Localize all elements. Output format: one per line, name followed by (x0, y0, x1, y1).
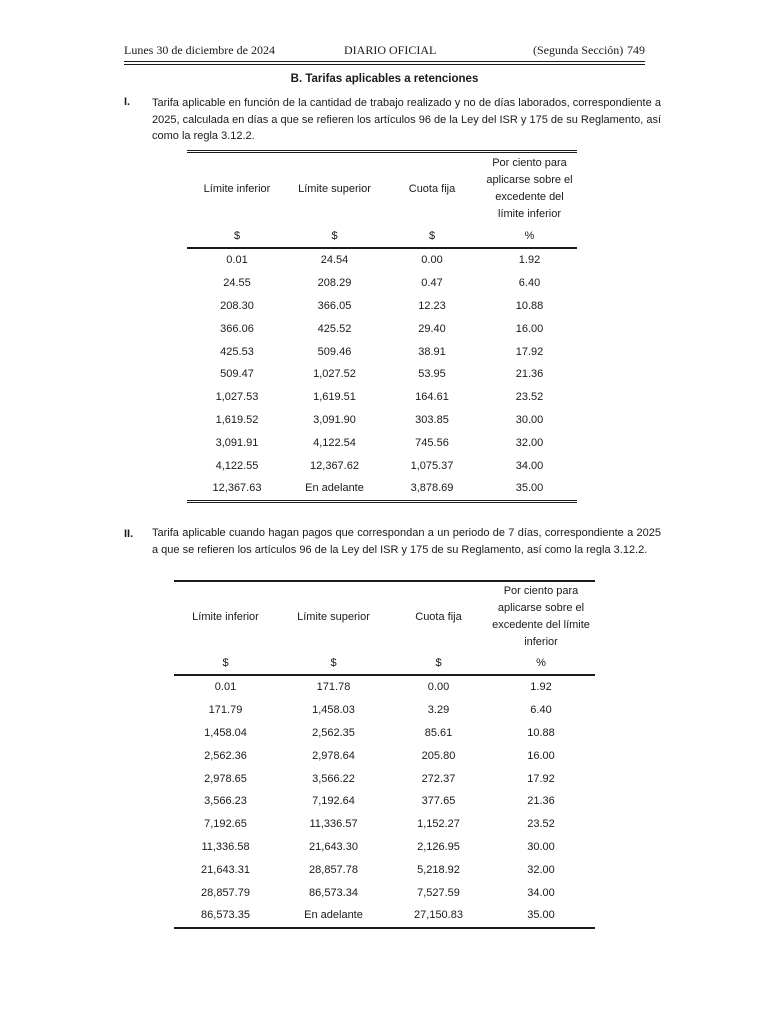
table-row (174, 699, 595, 722)
table-cell: 86,573.35 (201, 909, 250, 922)
table-cell: 425.52 (317, 322, 352, 335)
header-rule-bottom (124, 64, 645, 65)
column-header: Límite inferior (192, 610, 259, 623)
table-cell: 1,458.04 (204, 726, 247, 739)
table-row (187, 454, 577, 477)
table-cell: 1,075.37 (410, 459, 454, 472)
column-header: Límite superior (297, 610, 370, 623)
table-cell: 1,027.52 (313, 368, 356, 381)
table-cell: 509.47 (220, 368, 254, 381)
table-header-row (187, 152, 577, 226)
table-cell: En adelante (304, 909, 363, 922)
table-row (187, 248, 577, 272)
table-cell: 12,367.62 (310, 459, 359, 472)
table-cell: 2,978.65 (204, 772, 247, 785)
table-cell: 2,126.95 (417, 840, 460, 853)
unit-label: $ (277, 652, 390, 675)
table-cell: 17.92 (527, 772, 555, 785)
part-2-text: Tarifa aplicable cuando hagan pagos que correspondan a un periodo de 7 días, correspondiente a 2025 a que se refieren los artículos 96 de la Ley del ISR y 175 de su Reglamento, así como la regla 3.12.2. (152, 527, 661, 556)
table-cell: 3.29 (427, 704, 450, 717)
table-cell: 28,857.79 (201, 886, 250, 899)
table-cell: 53.95 (418, 368, 446, 381)
table-cell: 1.92 (530, 681, 552, 694)
table-cell: 17.92 (515, 345, 544, 358)
table-cell: En adelante (305, 482, 364, 495)
table-cell: 23.52 (515, 391, 544, 404)
table-cell: 164.61 (415, 391, 449, 404)
table-row (187, 386, 577, 409)
table-cell: 32.00 (527, 863, 555, 876)
table-cell: 171.79 (208, 704, 243, 717)
part-2-number: II. (124, 528, 134, 540)
table-row (174, 904, 595, 928)
table-row (187, 272, 577, 295)
table-cell: 21,643.30 (309, 840, 358, 853)
table-cell: 208.29 (317, 277, 352, 290)
table-cell: 366.06 (220, 322, 254, 335)
table-cell: 12,367.63 (212, 482, 262, 495)
table-cell: 32.00 (515, 436, 544, 449)
table-cell: 2,978.64 (312, 749, 355, 762)
table-cell: 34.00 (527, 886, 555, 899)
table-cell: 1,458.03 (312, 704, 355, 717)
table-cell: 6.40 (518, 277, 541, 290)
table-cell: 4,122.54 (313, 436, 356, 449)
table-cell: 0.01 (214, 681, 237, 694)
table-cell: 208.30 (220, 299, 254, 312)
table-row (174, 722, 595, 745)
table-cell: 12.23 (418, 299, 446, 312)
table-row (174, 881, 595, 904)
table-cell: 28,857.78 (309, 863, 358, 876)
column-header: Límite inferior (203, 182, 271, 195)
table-cell: 10.88 (515, 299, 544, 312)
table-row (174, 858, 595, 881)
table-row (187, 477, 577, 501)
table-cell: 30.00 (515, 413, 544, 426)
table-row (187, 317, 577, 340)
table-cell: 29.40 (418, 322, 446, 335)
column-header: Por ciento para aplicarse sobre el excedente del límite inferior (492, 585, 590, 648)
table-cell: 30.00 (527, 840, 555, 853)
table-cell: 3,091.91 (215, 436, 259, 449)
table-cell: 3,091.90 (313, 413, 356, 426)
table-row (174, 744, 595, 767)
table-cell: 24.55 (223, 277, 251, 290)
table-cell: 2,562.36 (204, 749, 247, 762)
header-date: Lunes 30 de diciembre de 2024 (124, 43, 275, 57)
table-cell: 21.36 (527, 795, 555, 808)
part-1-text: Tarifa aplicable en función de la cantidad de trabajo realizado y no de días laborados, correspondiente a 2025, calculada en días a que se refieren los artículos 96 de la Ley del ISR y 175 de su Reglamento, así como la regla 3.12.2. (152, 97, 661, 142)
table-row (187, 363, 577, 386)
table-cell: 425.53 (220, 345, 254, 358)
table-cell: 3,566.22 (312, 772, 355, 785)
table-cell: 6.40 (530, 704, 552, 717)
table-cell: 272.37 (421, 772, 456, 785)
table-cell: 0.00 (427, 681, 450, 694)
table-cell: 1,619.52 (215, 413, 259, 426)
table-cell: 5,218.92 (417, 863, 460, 876)
page-header (124, 43, 645, 59)
table-cell: 1,027.53 (215, 391, 259, 404)
section-title: B. Tarifas aplicables a retenciones (290, 73, 479, 85)
table-cell: 86,573.34 (309, 886, 358, 899)
table-cell: 35.00 (527, 909, 555, 922)
header-section: (Segunda Sección) (533, 43, 624, 57)
column-header: Cuota fija (408, 182, 456, 195)
table-cell: 21.36 (515, 368, 544, 381)
table-cell: 1,619.51 (313, 391, 356, 404)
table-units-row (187, 225, 577, 248)
table-cell: 38.91 (418, 345, 446, 358)
table-cell: 3,566.23 (204, 795, 247, 808)
table-cell: 24.54 (320, 254, 349, 267)
column-header: Por ciento para aplicarse sobre el excedente del límite inferior (486, 157, 573, 220)
table-row (174, 675, 595, 699)
table-cell: 0.01 (226, 254, 248, 267)
table-cell: 2,562.35 (312, 726, 355, 739)
table-cell: 7,192.64 (312, 795, 355, 808)
header-publication: DIARIO OFICIAL (344, 43, 437, 57)
column-header: Límite superior (298, 182, 371, 195)
table-cell: 27,150.83 (414, 909, 463, 922)
unit-label: % (482, 225, 577, 248)
table-cell: 10.88 (527, 726, 555, 739)
table-cell: 1.92 (518, 254, 541, 267)
table-cell: 745.56 (415, 436, 449, 449)
table-cell: 0.00 (421, 254, 443, 267)
header-rule-top (124, 61, 645, 62)
table-cell: 11,336.58 (201, 840, 250, 853)
table-cell: 1,152.27 (417, 818, 460, 831)
unit-label: $ (174, 652, 277, 675)
table-cell: 509.46 (317, 345, 352, 358)
table-cell: 171.78 (316, 681, 351, 694)
header-page-number: 749 (627, 43, 645, 57)
table-cell: 366.05 (317, 299, 352, 312)
table-cell: 21,643.31 (201, 863, 250, 876)
table-cell: 35.00 (515, 482, 544, 495)
table-row (174, 836, 595, 859)
unit-label: $ (390, 652, 487, 675)
table-cell: 23.52 (527, 818, 555, 831)
table-cell: 377.65 (421, 795, 456, 808)
table-row (174, 767, 595, 790)
column-header: Cuota fija (415, 610, 462, 623)
table-cell: 85.61 (424, 726, 453, 739)
table-row (187, 340, 577, 363)
table-cell: 4,122.55 (215, 459, 259, 472)
table-cell: 303.85 (415, 413, 449, 426)
table-header-row (174, 581, 595, 652)
table-cell: 7,527.59 (417, 886, 460, 899)
table-cell: 7,192.65 (204, 818, 247, 831)
table-row (174, 813, 595, 836)
table-cell: 16.00 (515, 322, 544, 335)
table-cell: 0.47 (421, 277, 443, 290)
table-units-row (174, 652, 595, 675)
table-row (187, 409, 577, 432)
unit-label: $ (287, 225, 382, 248)
table-cell: 11,336.57 (309, 818, 358, 831)
table-cell: 205.80 (421, 749, 456, 762)
table-cell: 34.00 (515, 459, 544, 472)
table-row (187, 431, 577, 454)
table-cell: 16.00 (527, 749, 555, 762)
unit-label: $ (187, 225, 287, 248)
table-cell: 3,878.69 (410, 482, 454, 495)
table-row (187, 295, 577, 318)
tarifa-table-1 (187, 150, 577, 503)
tarifa-table-2 (174, 580, 595, 929)
table-row (174, 790, 595, 813)
unit-label: $ (382, 225, 482, 248)
unit-label: % (487, 652, 595, 675)
part-1-number: I. (124, 96, 131, 108)
